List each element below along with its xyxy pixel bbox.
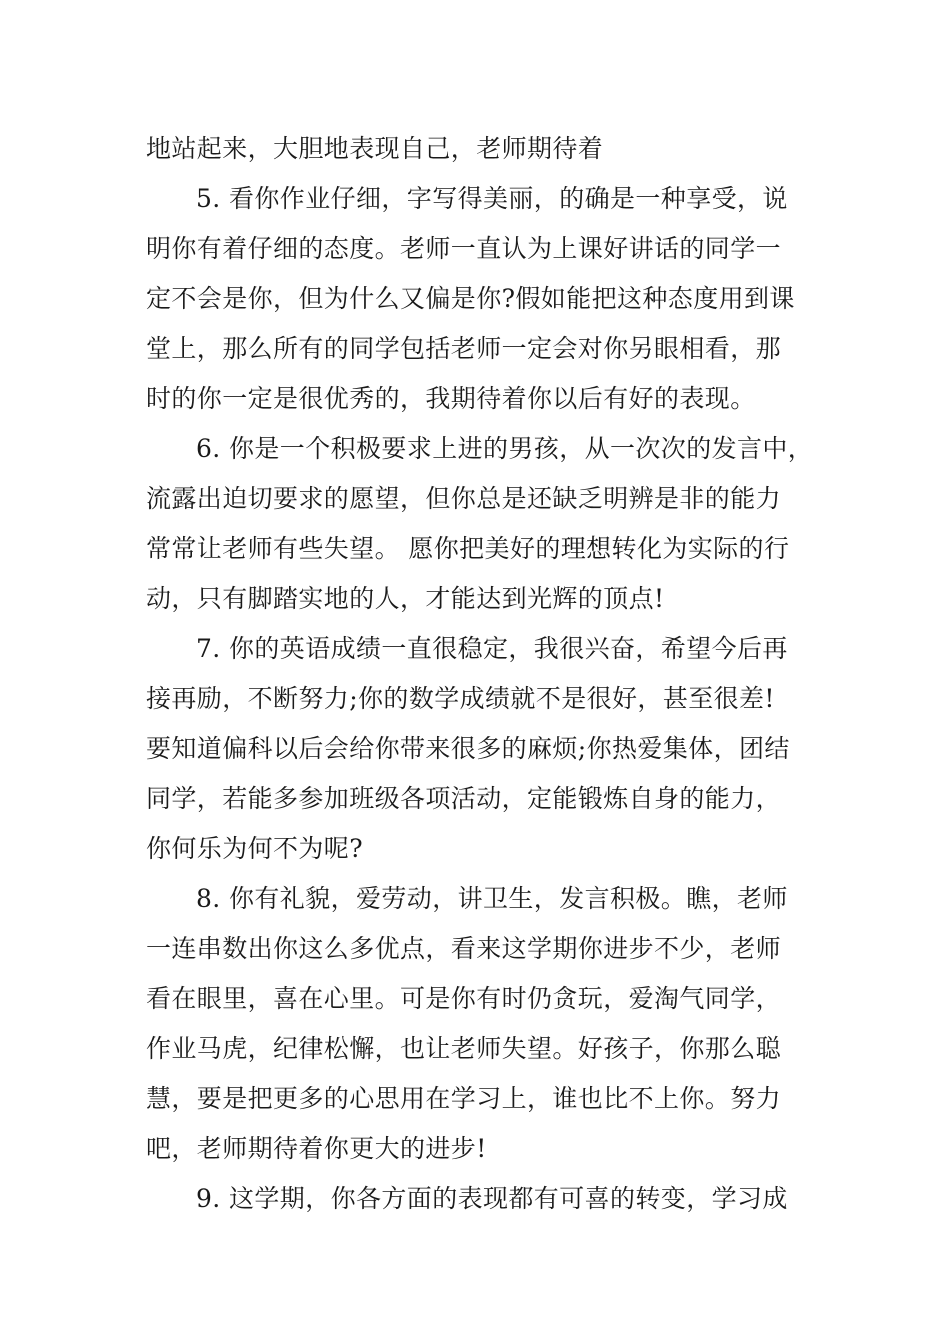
text-line: 一连串数出你这么多优点，看来这学期你进步不少，老师 (146, 934, 782, 963)
text-line: 看在眼里，喜在心里。可是你有时仍贪玩，爱淘气同学， (146, 984, 782, 1013)
text-line: 要知道偏科以后会给你带来很多的麻烦;你热爱集体，团结 (146, 734, 790, 763)
paragraph-6-start: 6. 你是一个积极要求上进的男孩，从一次次的发言中， (196, 434, 814, 463)
text-line: 堂上，那么所有的同学包括老师一定会对你另眼相看，那 (146, 334, 782, 363)
text-line: 动，只有脚踏实地的人，才能达到光辉的顶点! (146, 584, 665, 613)
paragraph-7-start: 7. 你的英语成绩一直很稳定，我很兴奋，希望今后再 (196, 634, 788, 663)
text-line: 时的你一定是很优秀的，我期待着你以后有好的表现。 (146, 384, 756, 413)
text-line: 常常让老师有些失望。 愿你把美好的理想转化为实际的行 (146, 534, 790, 563)
text-line: 地站起来，大胆地表现自己，老师期待着 (146, 134, 604, 163)
text-line: 流露出迫切要求的愿望，但你总是还缺乏明辨是非的能力 (146, 484, 782, 513)
paragraph-5-start: 5. 看你作业仔细，字写得美丽，的确是一种享受，说 (196, 184, 788, 213)
text-line: 吧，老师期待着你更大的进步! (146, 1134, 487, 1163)
text-line: 明你有着仔细的态度。老师一直认为上课好讲话的同学一 (146, 234, 782, 263)
text-line: 同学，若能多参加班级各项活动，定能锻炼自身的能力， (146, 784, 782, 813)
text-line: 定不会是你，但为什么又偏是你?假如能把这种态度用到课 (146, 284, 795, 313)
text-line: 慧，要是把更多的心思用在学习上，谁也比不上你。努力 (146, 1084, 782, 1113)
text-line: 作业马虎，纪律松懈，也让老师失望。好孩子，你那么聪 (146, 1034, 782, 1063)
paragraph-8-start: 8. 你有礼貌，爱劳动，讲卫生，发言积极。瞧，老师 (196, 884, 788, 913)
paragraph-9-start: 9. 这学期，你各方面的表现都有可喜的转变，学习成 (196, 1184, 788, 1213)
text-line: 你何乐为何不为呢? (146, 834, 364, 863)
text-line: 接再励，不断努力;你的数学成绩就不是很好，甚至很差! (146, 684, 775, 713)
